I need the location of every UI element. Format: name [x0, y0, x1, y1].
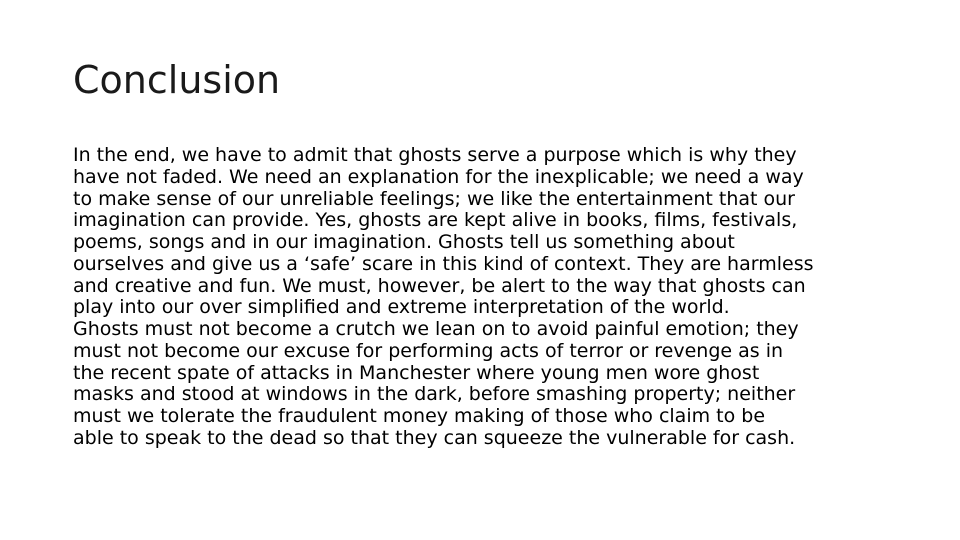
body-line: and creative and fun. We must, however, be alert to the way that ghosts can	[73, 274, 806, 297]
body-line: have not faded. We need an explanation for the inexplicable; we need a way	[73, 165, 804, 188]
body-line: ourselves and give us a ‘safe’ scare in this kind of context. They are harmless	[73, 252, 814, 275]
body-line: masks and stood at windows in the dark, before smashing property; neither	[73, 383, 796, 406]
body-line: to make sense of our unreliable feelings; we like the entertainment that our	[73, 187, 795, 210]
body-line: able to speak to the dead so that they can squeeze the vulnerable for cash.	[73, 426, 796, 449]
slide-body-text	[73, 145, 814, 450]
body-line: imagination can provide. Yes, ghosts are kept alive in books, films, festivals,	[73, 209, 798, 232]
body-line: must we tolerate the fraudulent money making of those who claim to be	[73, 405, 766, 427]
body-line: must not become our excuse for performing acts of terror or revenge as in	[73, 339, 784, 362]
body-line: Ghosts must not become a crutch we lean on to avoid painful emotion; they	[73, 318, 799, 340]
body-line: the recent spate of attacks in Manchester where young men wore ghost	[73, 361, 760, 384]
body-line: In the end, we have to admit that ghosts serve a purpose which is why they	[73, 144, 797, 166]
body-line: play into our over simplified and extreme interpretation of the world.	[73, 296, 730, 319]
slide-title: Conclusion	[73, 58, 281, 102]
body-line: poems, songs and in our imagination. Ghosts tell us something about	[73, 231, 735, 253]
